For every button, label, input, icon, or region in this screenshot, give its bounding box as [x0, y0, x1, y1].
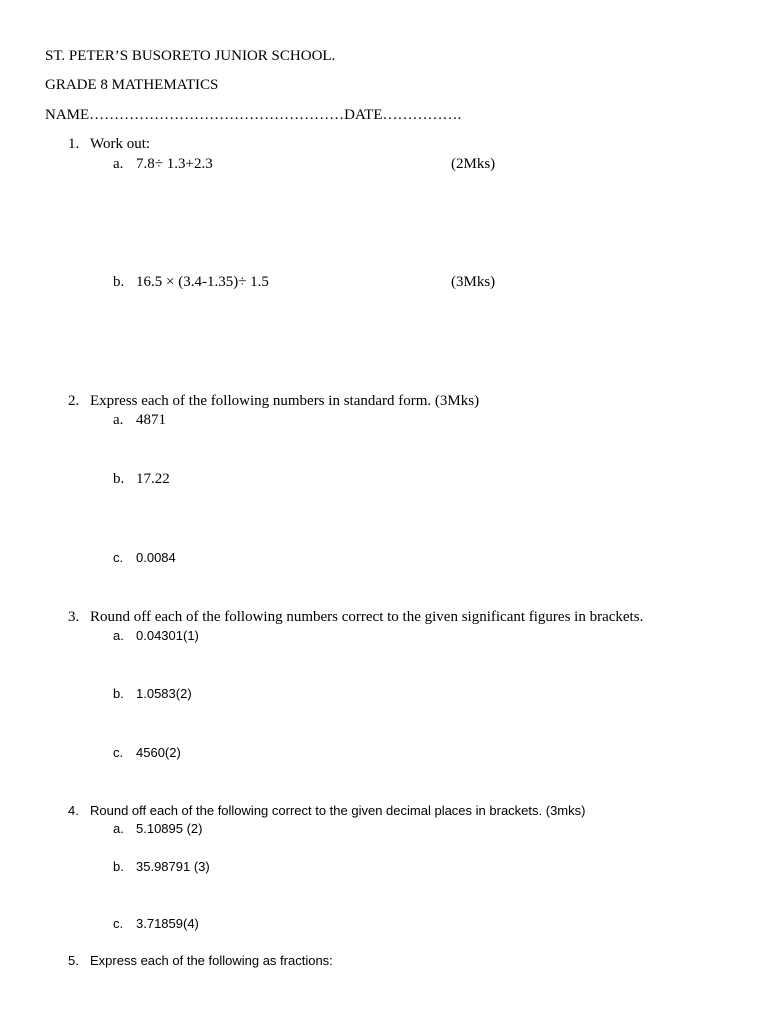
sub-question-text: 16.5 × (3.4-1.35)÷ 1.5	[136, 274, 269, 290]
question-number: 5.	[68, 953, 79, 968]
sub-question-text: 0.04301(1)	[136, 628, 199, 643]
sub-question-text: 3.71859(4)	[136, 916, 199, 931]
subject-title: GRADE 8 MATHEMATICS	[45, 77, 219, 93]
question-text: Work out:	[90, 136, 151, 152]
question-text: Express each of the following as fractions:	[90, 953, 333, 968]
question-number: 4.	[68, 803, 79, 818]
sub-question-text: 4560(2)	[136, 745, 181, 760]
sub-question-text: 17.22	[136, 471, 170, 487]
name-date-line: NAME……………………………………………DATE…………….	[45, 107, 462, 123]
sub-question-text: 0.0084	[136, 550, 176, 565]
question-number: 3.	[68, 609, 80, 625]
sub-question-label: c.	[113, 550, 124, 565]
sub-question-label: c.	[113, 916, 124, 931]
sub-question-label: a.	[113, 412, 124, 428]
sub-question-label: c.	[113, 745, 124, 760]
question-number: 2.	[68, 393, 80, 409]
sub-question-label: a.	[113, 821, 124, 836]
sub-question-text: 5.10895 (2)	[136, 821, 203, 836]
sub-question-text: 35.98791 (3)	[136, 859, 210, 874]
sub-question-label: b.	[113, 274, 125, 290]
marks-label: (3Mks)	[451, 274, 496, 290]
question-number: 1.	[68, 136, 80, 152]
sub-question-label: b.	[113, 686, 124, 701]
sub-question-label: b.	[113, 471, 125, 487]
marks-label: (2Mks)	[451, 156, 496, 172]
school-name: ST. PETER’S BUSORETO JUNIOR SCHOOL.	[45, 48, 336, 64]
sub-question-text: 4871	[136, 412, 166, 428]
sub-question-label: a.	[113, 628, 124, 643]
sub-question-label: b.	[113, 859, 124, 874]
question-text: Round off each of the following numbers correct to the given significant figures in brackets.	[90, 609, 644, 625]
question-text: Express each of the following numbers in standard form. (3Mks)	[90, 393, 480, 409]
sub-question-text: 7.8÷ 1.3+2.3	[136, 156, 213, 172]
sub-question-label: a.	[113, 156, 124, 172]
question-text: Round off each of the following correct to the given decimal places in brackets. (3mks)	[90, 803, 586, 818]
sub-question-text: 1.0583(2)	[136, 686, 192, 701]
